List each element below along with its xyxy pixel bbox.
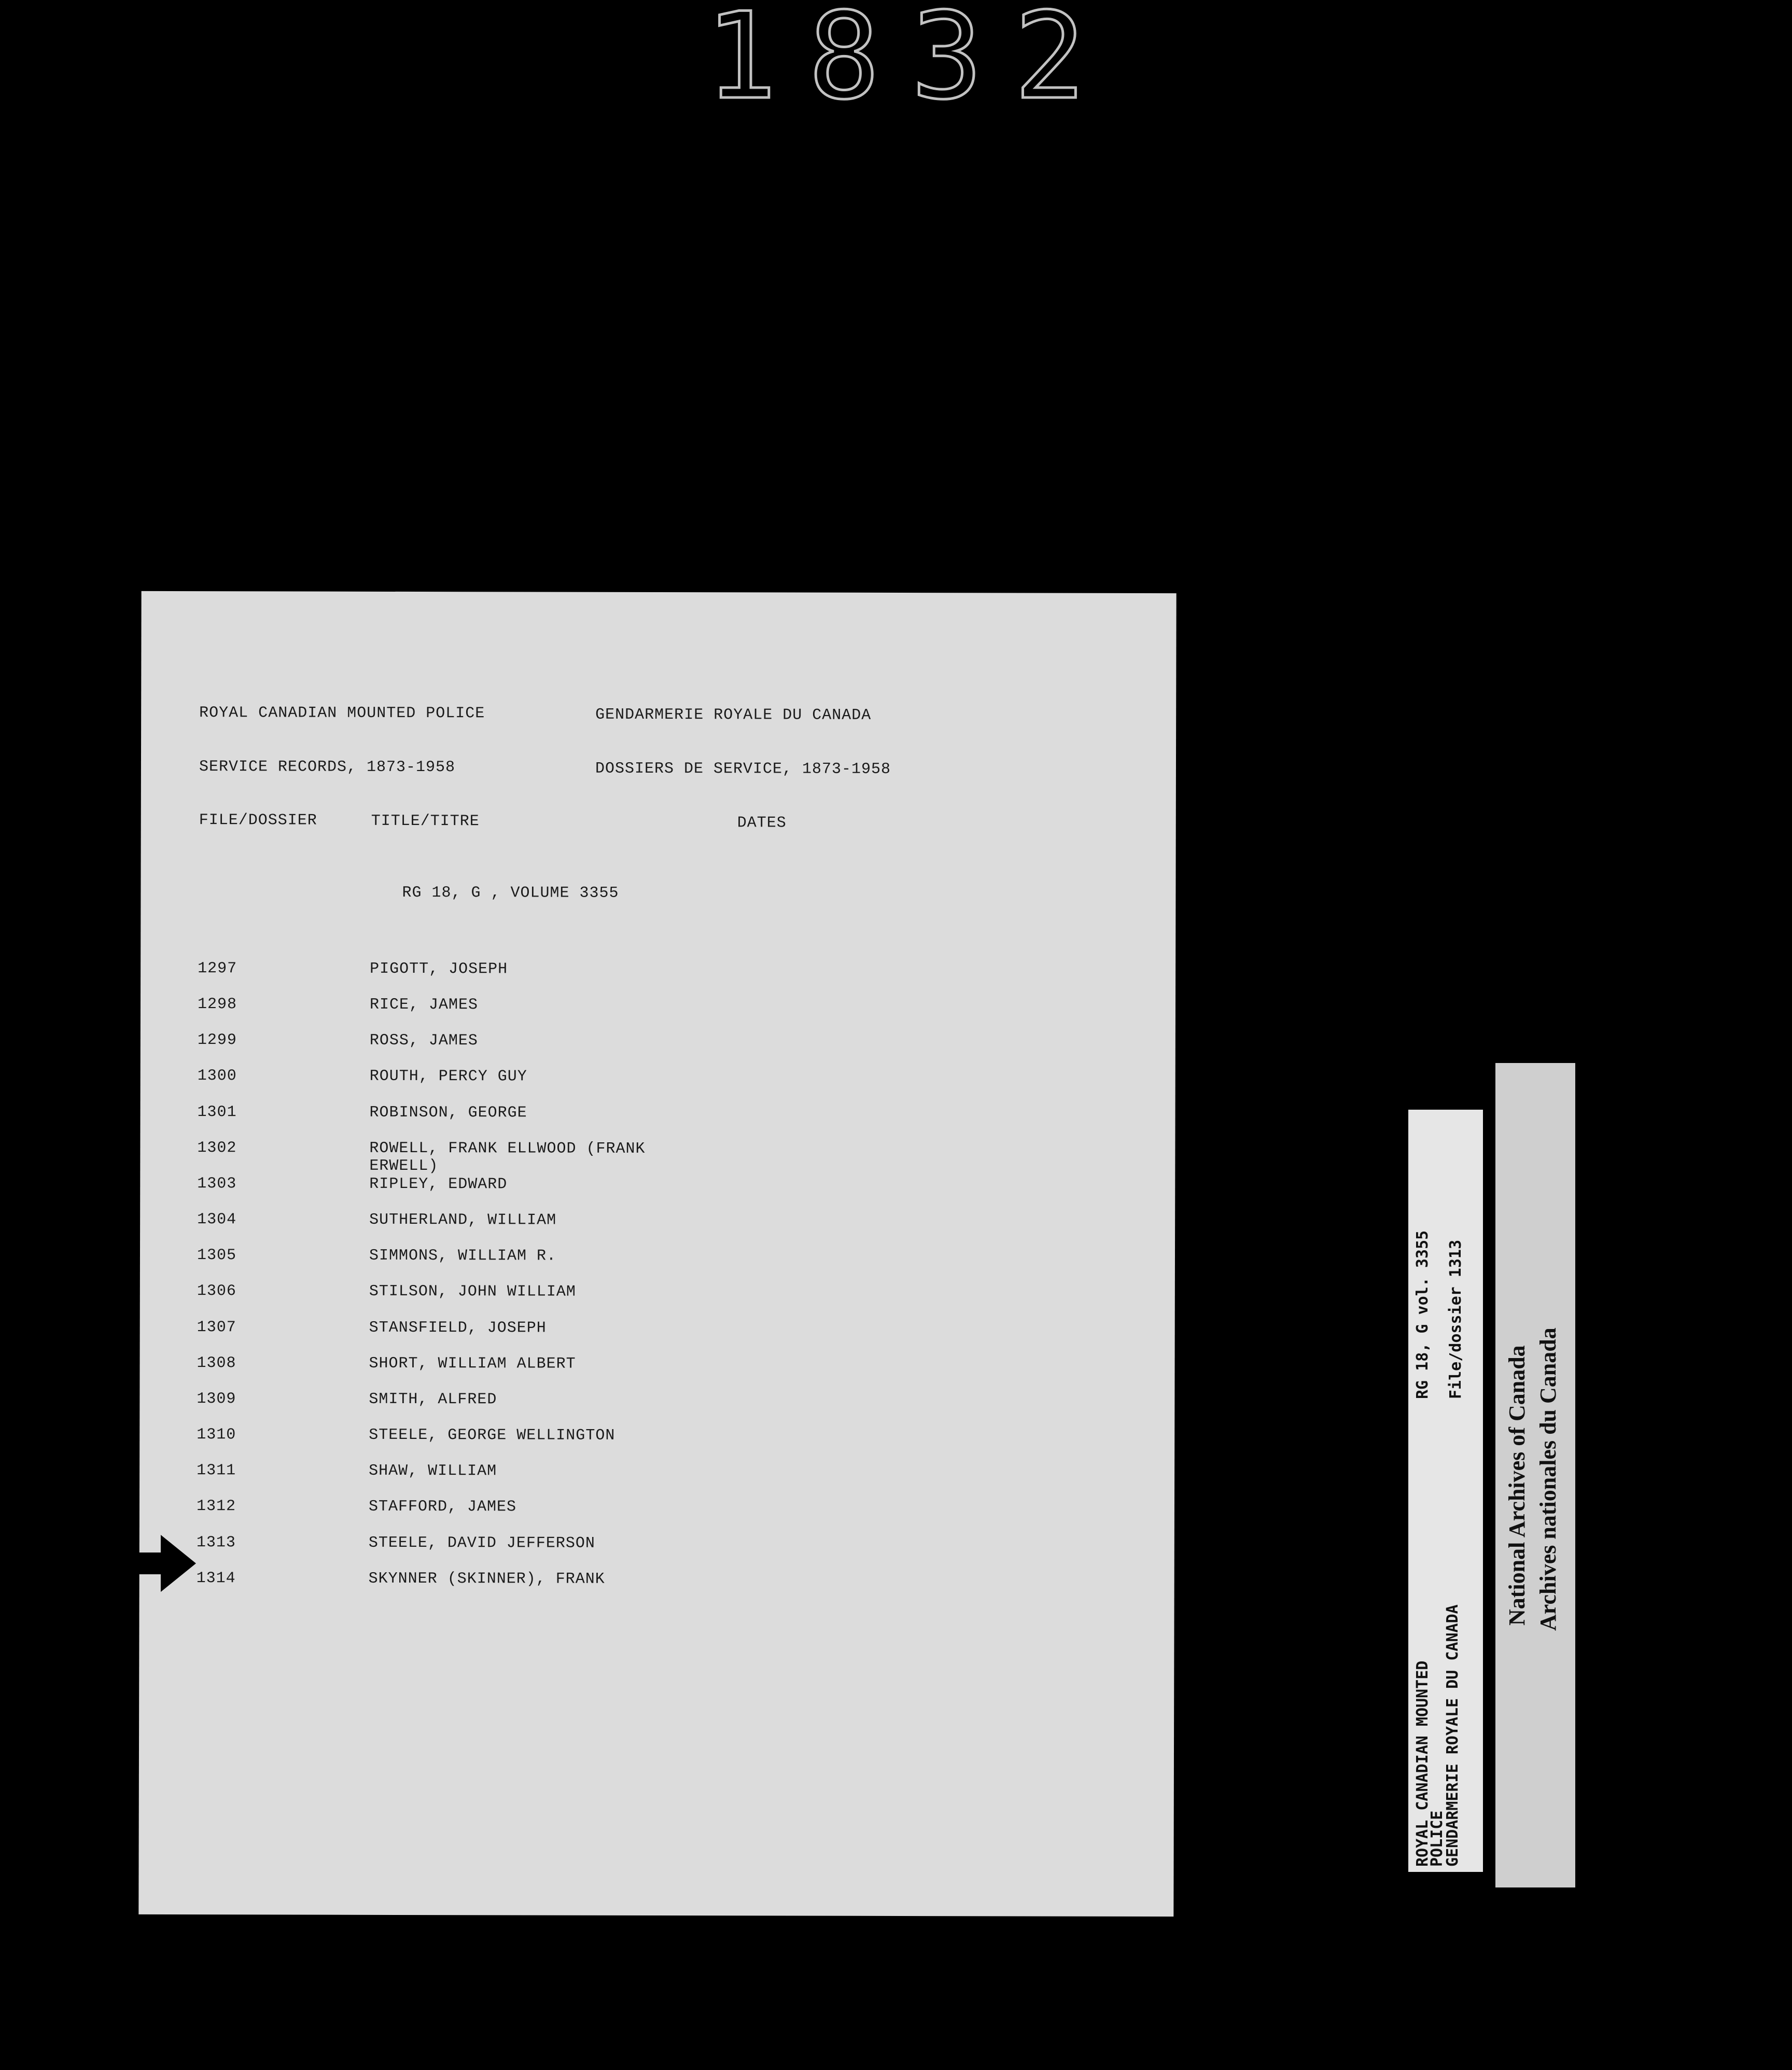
file-number: 1297 — [198, 960, 237, 978]
header-agency-en: ROYAL CANADIAN MOUNTED POLICE — [199, 704, 485, 723]
file-title: ROBINSON, GEORGE — [369, 1103, 527, 1122]
label-reference-file: File/dossier 1313 — [1447, 1239, 1465, 1399]
arrow-right-icon — [139, 1535, 196, 1592]
file-title: SHORT, WILLIAM ALBERT — [369, 1354, 576, 1373]
file-number: 1302 — [197, 1139, 237, 1157]
file-title: SUTHERLAND, WILLIAM — [369, 1211, 557, 1229]
file-number: 1306 — [197, 1282, 236, 1300]
header-agency-fr: GENDARMERIE ROYALE DU CANADA — [595, 706, 872, 724]
file-number: 1300 — [197, 1067, 237, 1085]
file-title: SMITH, ALFRED — [369, 1390, 497, 1409]
file-title: STAFFORD, JAMES — [368, 1498, 517, 1516]
file-number: 1308 — [197, 1354, 236, 1373]
label-agency-line2: POLICE — [1428, 1810, 1446, 1867]
file-number: 1311 — [197, 1462, 236, 1480]
header-series-fr: DOSSIERS DE SERVICE, 1873-1958 — [595, 760, 891, 778]
file-title: SHAW, WILLIAM — [369, 1462, 497, 1480]
file-number: 1299 — [197, 1031, 237, 1050]
file-number: 1303 — [197, 1175, 237, 1193]
file-title: ROSS, JAMES — [369, 1031, 478, 1050]
label-reference-volume: RG 18, G vol. 3355 — [1413, 1230, 1432, 1399]
file-number: 1307 — [197, 1319, 236, 1337]
file-number: 1312 — [196, 1498, 236, 1516]
file-number: 1309 — [197, 1390, 236, 1408]
archives-name-en: National Archives of Canada — [1504, 1345, 1530, 1626]
column-header-dates: DATES — [737, 814, 787, 832]
file-title: STANSFIELD, JOSEPH — [369, 1319, 547, 1337]
file-title: SIMMONS, WILLIAM R. — [369, 1247, 557, 1265]
file-number: 1305 — [197, 1247, 237, 1265]
column-header-file: FILE/DOSSIER — [199, 812, 317, 830]
file-number: 1314 — [196, 1570, 236, 1588]
file-title: RICE, JAMES — [369, 996, 479, 1014]
header-series-en: SERVICE RECORDS, 1873-1958 — [199, 758, 456, 777]
microfilm-label-card — [1408, 1110, 1483, 1872]
volume-reference: RG 18, G , VOLUME 3355 — [402, 884, 619, 902]
file-title: ROUTH, PERCY GUY — [369, 1067, 527, 1086]
file-number: 1310 — [197, 1426, 236, 1444]
file-title: STEELE, GEORGE WELLINGTON — [369, 1426, 615, 1445]
file-number: 1301 — [197, 1103, 237, 1122]
file-number: 1304 — [197, 1211, 237, 1229]
file-number: 1313 — [196, 1534, 236, 1552]
file-number: 1298 — [197, 996, 237, 1014]
file-title: RIPLEY, EDWARD — [369, 1175, 508, 1194]
column-header-title: TITLE/TITRE — [371, 812, 480, 831]
file-title: ROWELL, FRANK ELLWOOD (FRANK ERWELL) — [369, 1139, 646, 1176]
label-agency-line3: GENDARMERIE ROYALE DU CANADA — [1444, 1604, 1462, 1867]
file-title: PIGOTT, JOSEPH — [370, 960, 508, 978]
file-title: SKYNNER (SKINNER), FRANK — [368, 1570, 605, 1588]
file-title: STEELE, DAVID JEFFERSON — [368, 1534, 595, 1553]
archives-card — [1495, 1063, 1575, 1887]
document-sheet — [138, 591, 1176, 1917]
label-agency-line1: ROYAL CANADIAN MOUNTED — [1413, 1660, 1432, 1867]
frame-number: 1832 — [705, 0, 1117, 126]
file-title: STILSON, JOHN WILLIAM — [369, 1282, 576, 1301]
archives-name-fr: Archives nationales du Canada — [1535, 1327, 1561, 1631]
